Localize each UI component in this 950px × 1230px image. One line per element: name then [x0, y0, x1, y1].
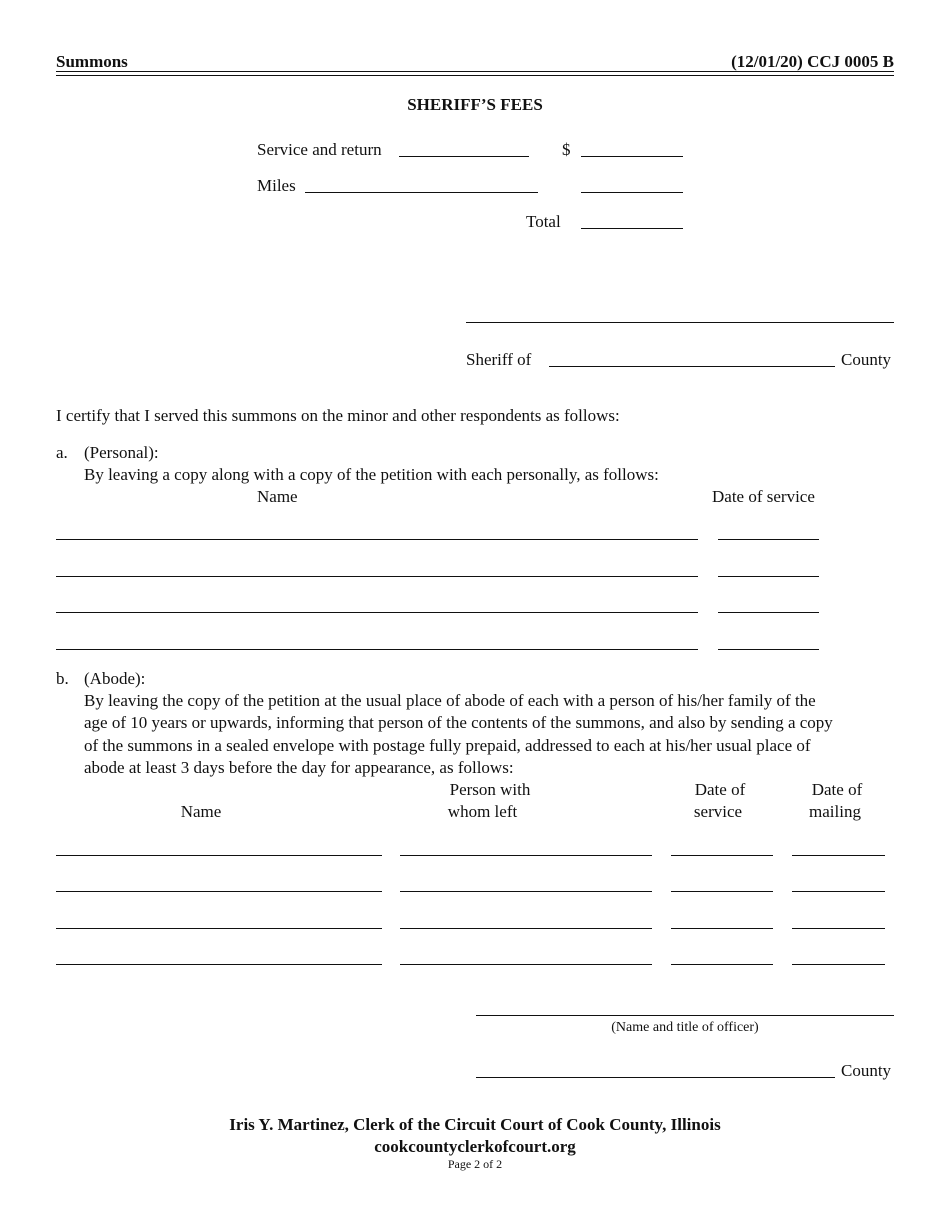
abode-person-field[interactable]: [400, 964, 652, 965]
personal-col-name: Name: [257, 487, 298, 506]
abode-name-field[interactable]: [56, 964, 382, 965]
personal-name-field[interactable]: [56, 539, 698, 540]
header-rule: [56, 71, 894, 72]
officer-county-field[interactable]: [476, 1077, 835, 1078]
personal-name-field[interactable]: [56, 576, 698, 577]
sheriff-fees-title: SHERIFF’S FEES: [407, 95, 543, 114]
abode-mailing-date-field[interactable]: [792, 928, 885, 929]
abode-col-name: Name: [180, 802, 222, 821]
abode-service-date-field[interactable]: [671, 891, 773, 892]
section-b-title: (Abode):: [84, 669, 146, 688]
certify-statement: I certify that I served this summons on the minor and other respondents as follows:: [56, 406, 620, 425]
sheriff-county-field[interactable]: [549, 366, 835, 367]
miles-label: Miles: [257, 176, 296, 195]
abode-mailing-date-field[interactable]: [792, 855, 885, 856]
header-form-name: Summons: [56, 52, 128, 71]
abode-service-date-field[interactable]: [671, 855, 773, 856]
header-form-code: (12/01/20) CCJ 0005 B: [731, 52, 894, 71]
miles-amount-field[interactable]: [581, 192, 683, 193]
service-return-label: Service and return: [257, 140, 382, 159]
personal-col-date: Date of service: [712, 487, 815, 506]
abode-col-mailing-line-1: Date of: [811, 780, 863, 799]
abode-col-service-line-1: Date of: [694, 780, 746, 799]
personal-date-field[interactable]: [718, 649, 819, 650]
section-b-desc-line-3: of the summons in a sealed envelope with postage fully prepaid, addressed to each at his/her usual place of: [84, 736, 811, 755]
officer-county-label: County: [841, 1061, 892, 1080]
service-return-amount-field[interactable]: [581, 156, 683, 157]
abode-person-field[interactable]: [400, 928, 652, 929]
abode-service-date-field[interactable]: [671, 964, 773, 965]
personal-date-field[interactable]: [718, 576, 819, 577]
personal-date-field[interactable]: [718, 539, 819, 540]
sheriff-signature-field[interactable]: [466, 322, 894, 323]
section-b-marker: b.: [56, 669, 69, 688]
abode-name-field[interactable]: [56, 928, 382, 929]
section-a-marker: a.: [56, 443, 68, 462]
abode-mailing-date-field[interactable]: [792, 891, 885, 892]
abode-col-person-line-1: Person with: [449, 780, 531, 799]
sheriff-county-label: County: [841, 350, 892, 369]
section-b-desc-line-4: abode at least 3 days before the day for appearance, as follows:: [84, 758, 514, 777]
abode-name-field[interactable]: [56, 855, 382, 856]
abode-person-field[interactable]: [400, 855, 652, 856]
abode-mailing-date-field[interactable]: [792, 964, 885, 965]
personal-name-field[interactable]: [56, 612, 698, 613]
section-b-desc-line-1: By leaving the copy of the petition at the usual place of abode of each with a person of his/her family of the: [84, 691, 816, 710]
miles-field[interactable]: [305, 192, 538, 193]
header-rule-thin: [56, 75, 894, 76]
service-return-field[interactable]: [399, 156, 529, 157]
personal-date-field[interactable]: [718, 612, 819, 613]
officer-caption: (Name and title of officer): [611, 1020, 759, 1035]
dollar-sign: $: [562, 140, 571, 159]
officer-name-title-field[interactable]: [476, 1015, 894, 1016]
total-label: Total: [526, 212, 561, 231]
footer-website[interactable]: cookcountyclerkofcourt.org: [374, 1137, 576, 1156]
abode-col-mailing-line-2: mailing: [809, 802, 861, 821]
section-a-title: (Personal):: [84, 443, 159, 462]
abode-name-field[interactable]: [56, 891, 382, 892]
abode-person-field[interactable]: [400, 891, 652, 892]
total-amount-field[interactable]: [581, 228, 683, 229]
abode-service-date-field[interactable]: [671, 928, 773, 929]
footer-clerk: Iris Y. Martinez, Clerk of the Circuit Court of Cook County, Illinois: [229, 1115, 721, 1134]
section-a-description: By leaving a copy along with a copy of the petition with each personally, as follows:: [84, 465, 659, 484]
sheriff-of-label: Sheriff of: [466, 350, 532, 369]
footer-page-number: Page 2 of 2: [447, 1157, 503, 1171]
personal-name-field[interactable]: [56, 649, 698, 650]
abode-col-person-line-2: whom left: [447, 802, 518, 821]
abode-col-service-line-2: service: [693, 802, 743, 821]
section-b-desc-line-2: age of 10 years or upwards, informing that person of the contents of the summons, and also by sending a copy: [84, 713, 833, 732]
